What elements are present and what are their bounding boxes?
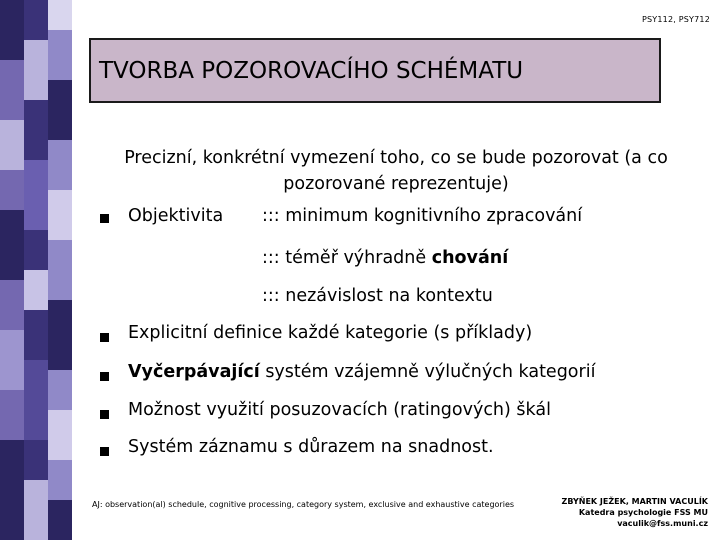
bullet-item-1: Explicitní definice každé kategorie (s příklady) <box>128 323 533 343</box>
bullet-item-2-rest: systém vzájemně výlučných kategorií <box>259 362 596 382</box>
title-box <box>89 38 661 103</box>
objectivity-line-3: ::: nezávislost na kontextu <box>262 286 493 306</box>
objectivity-line-2-bold: chování <box>431 248 509 268</box>
bullet-item-4: Systém záznamu s důrazem na snadnost. <box>128 437 494 457</box>
objectivity-line-2 <box>262 248 508 268</box>
footer-keywords: AJ: observation(al) schedule, cognitive processing, category system, exclusive and exhaustive categories <box>92 500 515 509</box>
footer-credits <box>562 496 708 529</box>
page-title: TVORBA POZOROVACÍHO SCHÉMATU <box>99 58 524 84</box>
footer-email: vaculik@fss.muni.cz <box>617 519 708 528</box>
bullet-item-2 <box>128 362 595 382</box>
decorative-strip <box>0 0 72 540</box>
bullet-marker <box>100 372 109 381</box>
bullet-marker <box>100 333 109 342</box>
bullet-marker <box>100 410 109 419</box>
objectivity-line-2-prefix: ::: téměř výhradně <box>262 248 432 268</box>
course-code: PSY112, PSY712 <box>641 15 710 24</box>
bullet-item-2-bold: Vyčerpávající <box>128 362 260 382</box>
footer-department: Katedra psychologie FSS MU <box>578 508 708 517</box>
footer-authors: ZBYŇEK JEŽEK, MARTIN VACULÍK <box>561 497 708 506</box>
objectivity-label: Objektivita <box>128 206 224 226</box>
objectivity-line-1: ::: minimum kognitivního zpracování <box>262 206 583 226</box>
intro-text: Precizní, konkrétní vymezení toho, co se bude pozorovat (a co pozorované reprezentuje) <box>124 148 668 194</box>
bullet-item-3: Možnost využití posuzovacích (ratingových) škál <box>128 400 551 420</box>
bullet-marker <box>100 214 109 223</box>
bullet-marker <box>100 447 109 456</box>
